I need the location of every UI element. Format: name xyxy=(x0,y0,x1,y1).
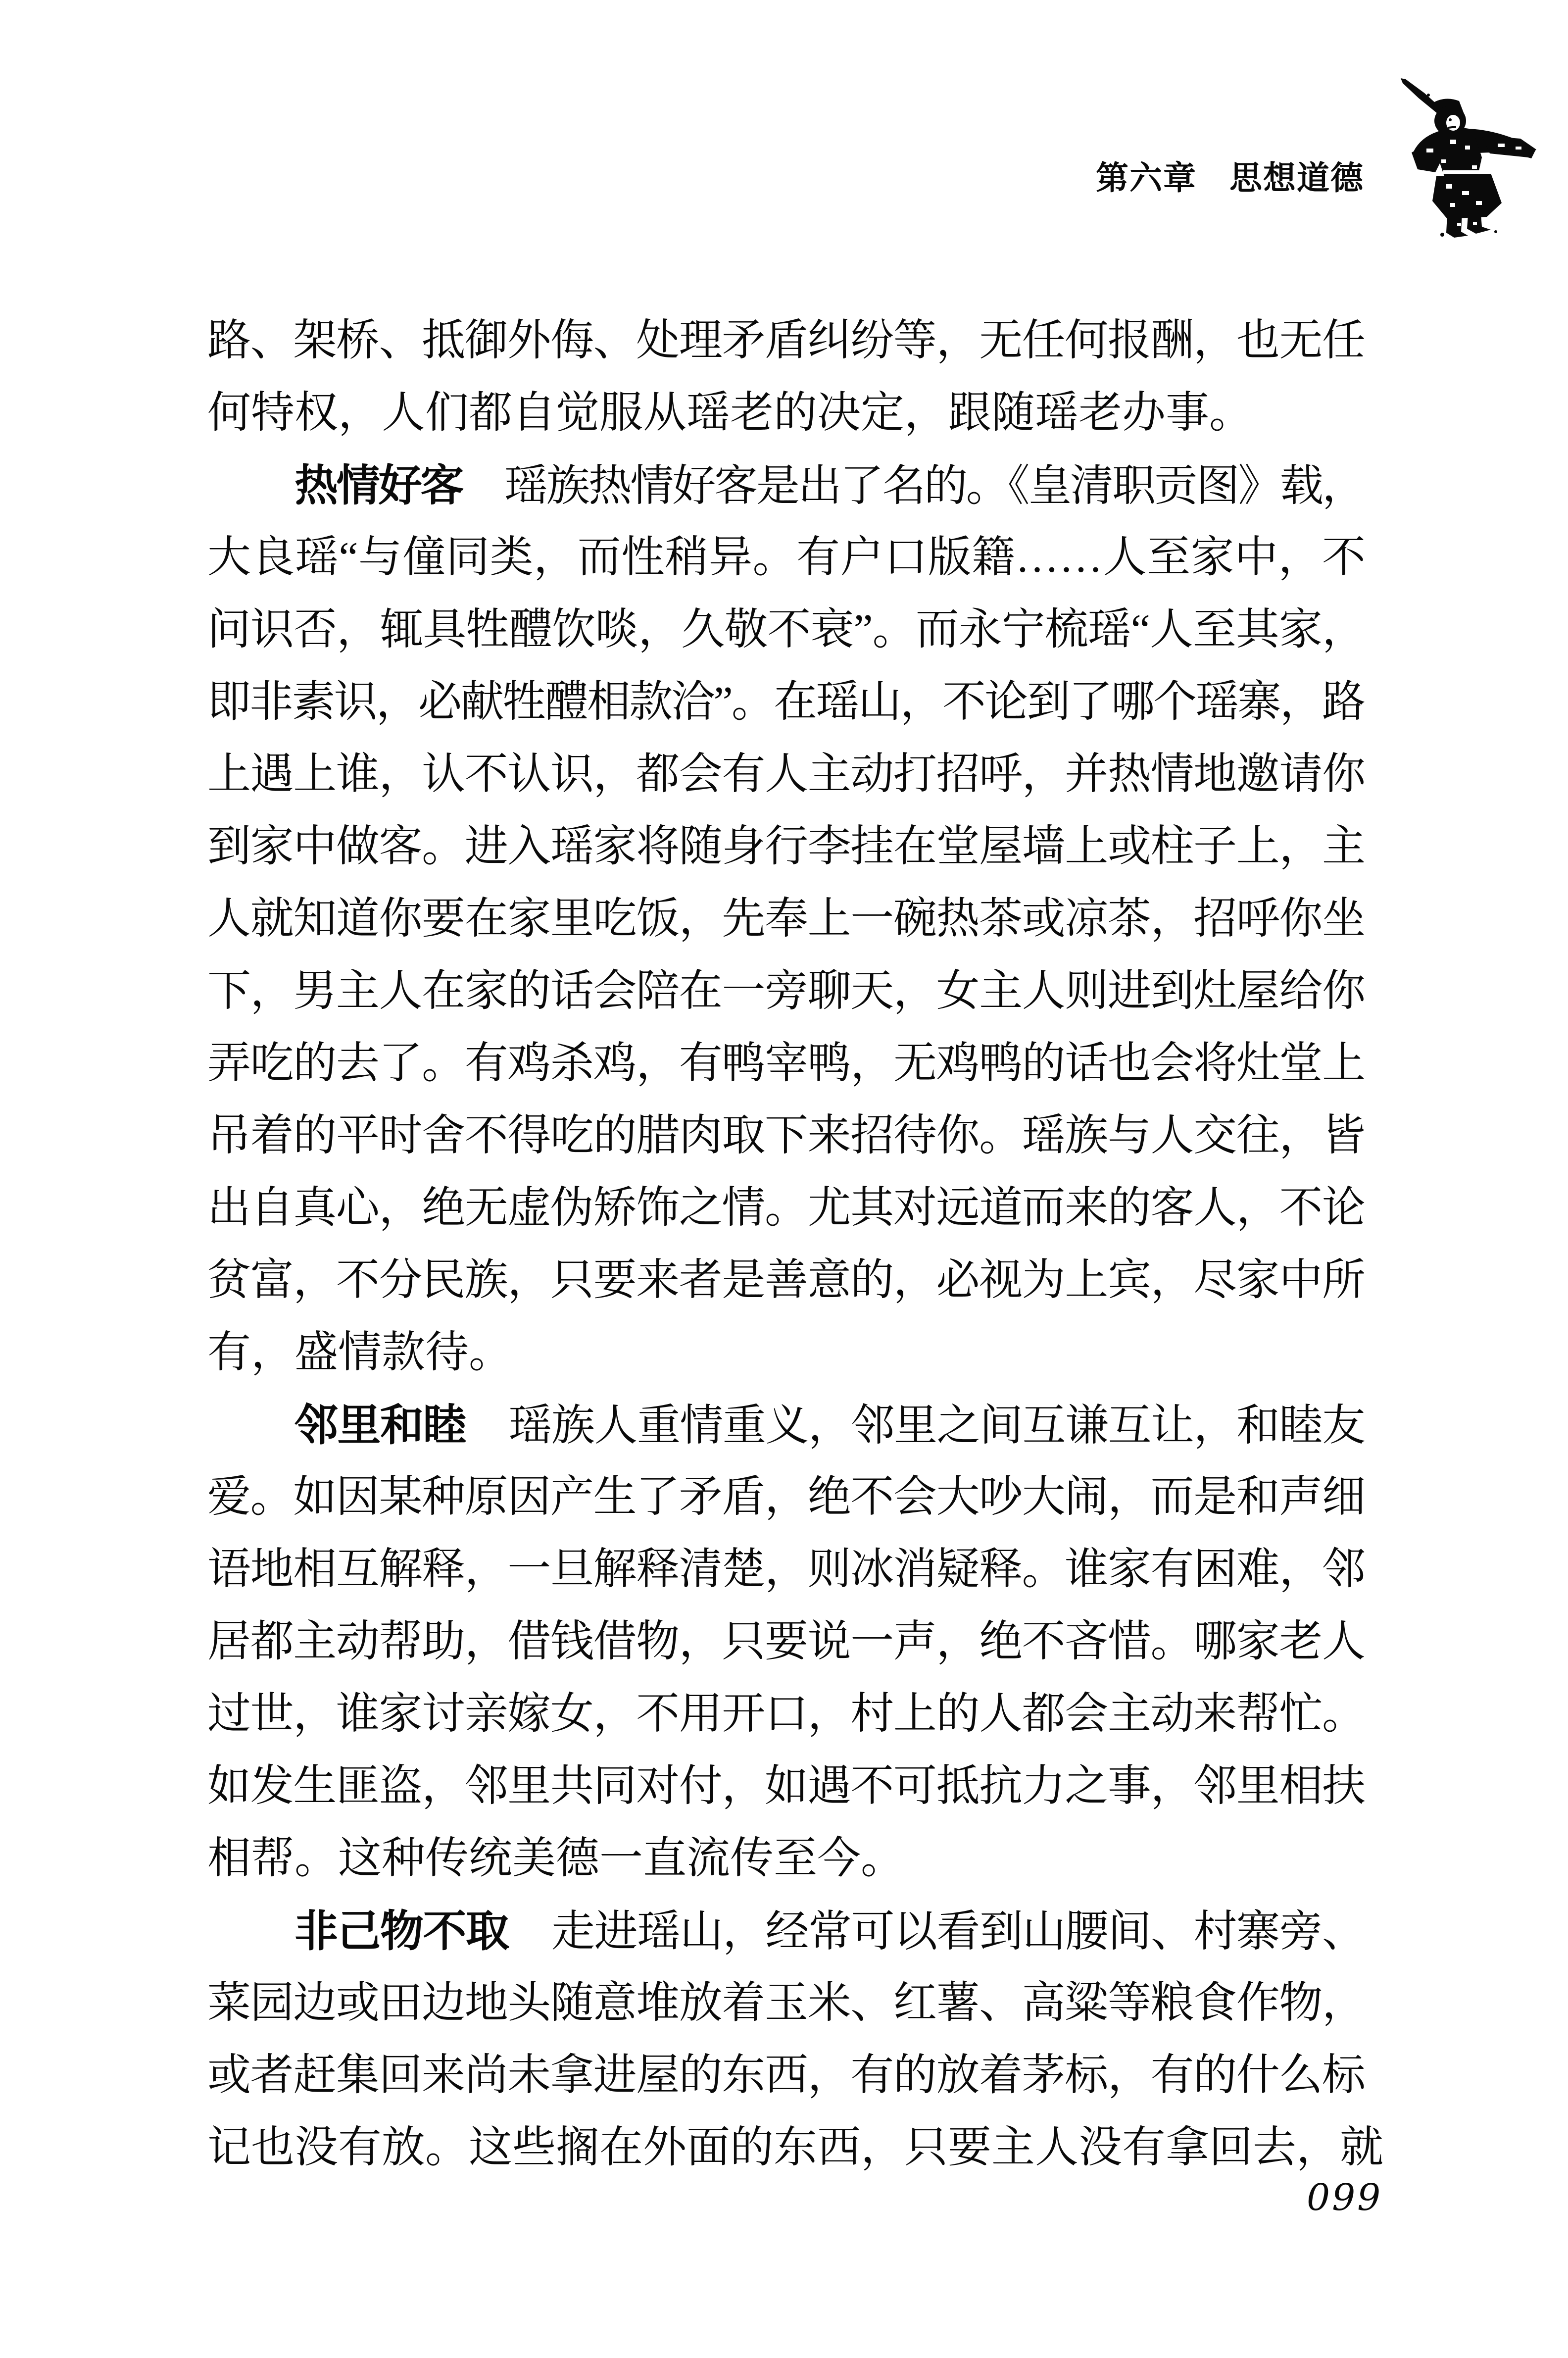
text-line: 居都主动帮助，借钱借物，只要说一声，绝不吝惜。哪家老人 xyxy=(207,1618,1365,1666)
section-heading: 邻里和睦 xyxy=(294,1401,466,1450)
text-line: 语地相互解释，一旦解释清楚，则冰消疑释。谁家有困难，邻 xyxy=(207,1546,1365,1594)
text-line: 如发生匪盗，邻里共同对付，如遇不可抵抗力之事，邻里相扶 xyxy=(207,1762,1365,1810)
text-line: 路、架桥、抵御外侮、处理矛盾纠纷等，无任何报酬，也无任 xyxy=(207,317,1365,365)
text-line: 大良瑶“与僮同类，而性稍异。有户口版籍……人至家中，不 xyxy=(207,534,1366,582)
running-head xyxy=(1096,151,1364,199)
body-text xyxy=(207,305,1384,2184)
text-line: 到家中做客。进入瑶家将随身行李挂在堂屋墙上或柱子上，主 xyxy=(207,823,1365,871)
text-line: 或者赶集回来尚未拿进屋的东西，有的放着茅标，有的什么标 xyxy=(207,2052,1365,2100)
text-line: 热情好客 瑶族热情好客是出了名的。《皇清职贡图》载， xyxy=(294,461,1364,510)
text-line: 何特权，人们都自觉服从瑶老的决定，跟随瑶老办事。 xyxy=(207,389,1253,437)
text-line: 相帮。这种传统美德一直流传至今。 xyxy=(207,1835,905,1883)
text-line: 过世，谁家讨亲嫁女，不用开口，村上的人都会主动来帮忙。 xyxy=(207,1690,1365,1738)
woodcut-person-icon xyxy=(1399,78,1542,242)
text-line: 人就知道你要在家里吃饭，先奉上一碗热茶或凉茶，招呼你坐 xyxy=(207,895,1365,943)
page-number: 099 xyxy=(1307,2176,1383,2219)
chapter-title: 思想道德 xyxy=(1229,160,1364,197)
text-line: 下，男主人在家的话会陪在一旁聊天，女主人则进到灶屋给你 xyxy=(207,967,1365,1015)
text-line: 有，盛情款待。 xyxy=(207,1329,513,1377)
text-line: 出自真心，绝无虚伪矫饰之情。尤其对远道而来的客人，不论 xyxy=(207,1184,1365,1232)
text-line: 爱。如因某种原因产生了矛盾，绝不会大吵大闹，而是和声细 xyxy=(207,1473,1365,1521)
text-line: 非己物不取 走进瑶山，经常可以看到山腰间、村寨旁、 xyxy=(294,1906,1365,1956)
text-line: 弄吃的去了。有鸡杀鸡，有鸭宰鸭，无鸡鸭的话也会将灶堂上 xyxy=(207,1040,1365,1088)
text-line: 即非素识，必献牲醴相款洽”。在瑶山，不论到了哪个瑶寨，路 xyxy=(207,678,1365,726)
text-line: 问识否，辄具牲醴饮啖，久敬不衰”。而永宁梳瑶“人至其家， xyxy=(207,606,1366,654)
section-heading: 非己物不取 xyxy=(294,1906,509,1956)
text-line: 菜园边或田边地头随意堆放着玉米、红薯、高粱等粮食作物， xyxy=(207,1979,1365,2027)
text-line: 贫富，不分民族，只要来者是善意的，必视为上宾，尽家中所 xyxy=(207,1256,1365,1304)
section-heading: 热情好客 xyxy=(294,461,463,510)
chapter-label: 第六章 xyxy=(1096,160,1197,197)
text-line: 上遇上谁，认不认识，都会有人主动打招呼，并热情地邀请你 xyxy=(207,751,1365,799)
text-line: 邻里和睦 瑶族人重情重义，邻里之间互谦互让，和睦友 xyxy=(294,1401,1365,1450)
text-line: 记也没有放。这些搁在外面的东西，只要主人没有拿回去，就 xyxy=(207,2124,1384,2172)
woodcut-figure-illustration xyxy=(1399,78,1542,242)
text-line: 吊着的平时舍不得吃的腊肉取下来招待你。瑶族与人交往，皆 xyxy=(207,1112,1365,1160)
